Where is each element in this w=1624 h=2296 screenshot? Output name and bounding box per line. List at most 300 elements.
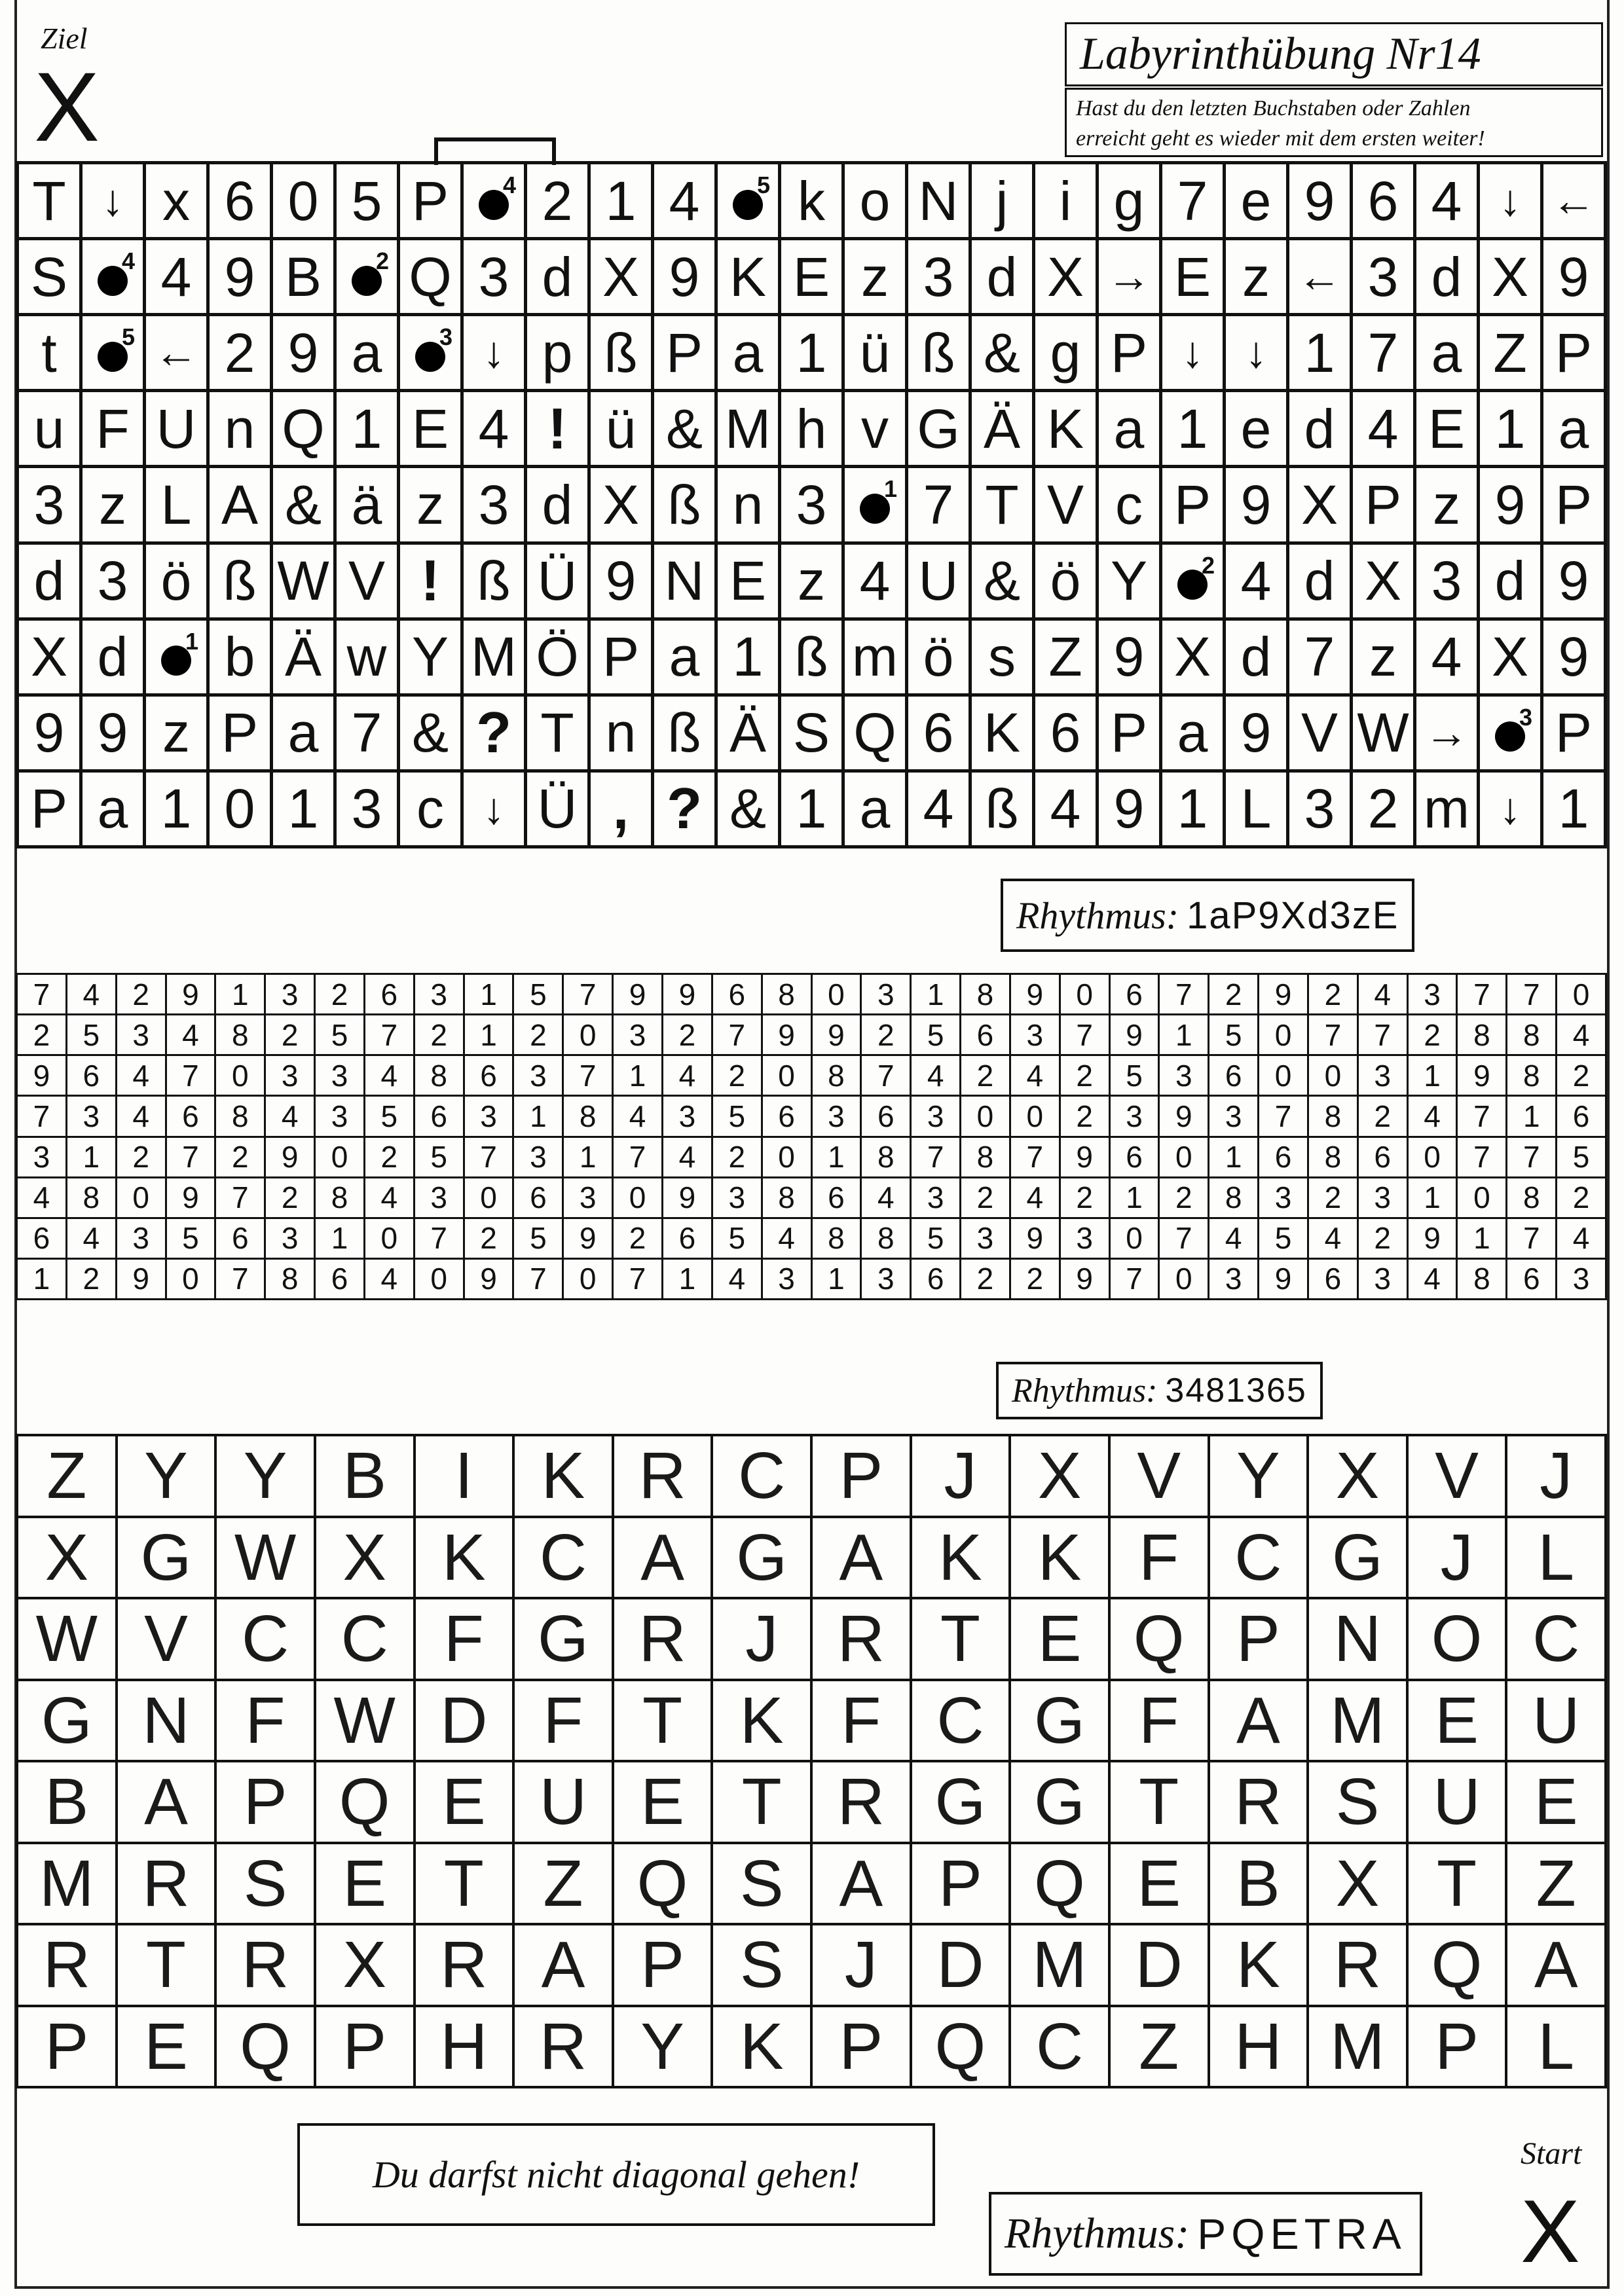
grid-cell: 9 [614, 975, 663, 1015]
grid-cell: E [1162, 240, 1226, 316]
grid-cell: 0 [1160, 1138, 1209, 1178]
grid-cell: 6 [1507, 1260, 1557, 1300]
grid-cell: S [713, 1925, 813, 2007]
grid-cell: W [217, 1518, 316, 1600]
labyrinth-grid-symbols [16, 161, 1607, 848]
rhythm-label: Rhythmus: [1016, 894, 1179, 937]
grid-cell: 6 [908, 697, 972, 773]
grid-cell: Q [845, 697, 908, 773]
grid-cell: 0 [961, 1097, 1011, 1137]
grid-cell: P [18, 2007, 118, 2089]
grid-cell: 1 [813, 1138, 862, 1178]
grid-cell: a [273, 697, 337, 773]
grid-cell: 7 [1160, 1219, 1209, 1260]
grid-cell: Z [18, 1436, 118, 1518]
grid-cell: 3 [266, 1056, 316, 1097]
grid-cell: A [813, 1844, 912, 1926]
grid-cell: Q [1409, 1925, 1508, 2007]
grid-cell: 2 [961, 1260, 1011, 1300]
grid-cell: 1 [1480, 392, 1543, 468]
rhythm-box-symbols [1001, 879, 1414, 952]
grid-cell: ! [527, 392, 591, 468]
grid-cell: 5 [514, 975, 564, 1015]
grid-cell: 4 [1416, 164, 1480, 240]
grid-cell: 2 [1011, 1260, 1061, 1300]
grid-cell: 1 [465, 1015, 515, 1056]
grid-cell: 2 [1359, 1219, 1409, 1260]
grid-cell: 6 [1557, 1097, 1607, 1137]
grid-cell: 6 [912, 1260, 961, 1300]
grid-cell: Ü [527, 773, 591, 848]
grid-cell: ß [591, 316, 654, 392]
grid-cell: 8 [67, 1178, 117, 1219]
grid-cell: 1 [1111, 1178, 1160, 1219]
grid-cell: 5 [514, 1219, 564, 1260]
grid-cell: z [400, 468, 464, 544]
grid-cell: 9 [1543, 621, 1607, 697]
grid-cell: 0 [1409, 1138, 1458, 1178]
grid-cell: 4 [266, 1097, 316, 1137]
grid-cell: T [118, 1925, 217, 2007]
grid-cell: 6 [961, 1015, 1011, 1056]
grid-cell: 4 [464, 392, 527, 468]
start-x-mark: X [1521, 2181, 1580, 2281]
grid-cell: 0 [614, 1178, 663, 1219]
grid-cell: 1 [273, 773, 337, 848]
grid-cell: 0 [117, 1178, 167, 1219]
grid-cell: w [337, 621, 400, 697]
grid-cell: 0 [763, 1056, 813, 1097]
grid-cell: m [845, 621, 908, 697]
grid-cell: 3 [1259, 1178, 1309, 1219]
grid-cell: 6 [1035, 697, 1099, 773]
grid-cell: A [1210, 1681, 1310, 1763]
grid-cell: 2 [266, 1015, 316, 1056]
grid-cell: 7 [912, 1138, 961, 1178]
grid-cell: 0 [1557, 975, 1607, 1015]
grid-cell: 4 [663, 1056, 713, 1097]
grid-cell: G [1309, 1518, 1409, 1600]
grid-cell: o [845, 164, 908, 240]
grid-cell: 0 [1458, 1178, 1507, 1219]
grid-cell: 3 [961, 1219, 1011, 1260]
grid-cell: 6 [316, 1260, 365, 1300]
grid-cell: 4 [713, 1260, 763, 1300]
grid-cell: B [273, 240, 337, 316]
grid-cell-dot [146, 621, 210, 697]
grid-cell: g [1099, 164, 1162, 240]
dot-marker-number: 4 [121, 247, 135, 275]
grid-cell: 9 [210, 240, 273, 316]
grid-cell: D [1111, 1925, 1210, 2007]
grid-cell: 7 [614, 1138, 663, 1178]
grid-cell: U [1409, 1762, 1508, 1844]
grid-cell: 3 [1557, 1260, 1607, 1300]
grid-cell: M [1011, 1925, 1111, 2007]
grid-cell: ö [908, 621, 972, 697]
arrow-down-icon: ↓ [464, 773, 527, 848]
grid-cell: R [118, 1844, 217, 1926]
grid-cell: P [1543, 468, 1607, 544]
labyrinth-grid-letters [16, 1434, 1607, 2088]
grid-cell: Ü [527, 545, 591, 621]
grid-cell: 9 [1226, 697, 1289, 773]
grid-cell: 9 [1226, 468, 1289, 544]
grid-cell: X [1289, 468, 1353, 544]
grid-cell: 9 [1061, 1138, 1111, 1178]
grid-cell: W [316, 1681, 416, 1763]
grid-cell: Q [1111, 1599, 1210, 1681]
grid-cell: 8 [415, 1056, 465, 1097]
grid-cell: 7 [337, 697, 400, 773]
grid-cell: 4 [67, 975, 117, 1015]
grid-cell: 0 [316, 1138, 365, 1178]
grid-cell: E [1507, 1762, 1607, 1844]
grid-cell: a [1099, 392, 1162, 468]
grid-cell: d [972, 240, 1035, 316]
grid-cell: 7 [514, 1260, 564, 1300]
grid-cell: 4 [1557, 1015, 1607, 1056]
grid-cell: 2 [1309, 975, 1359, 1015]
grid-cell: 0 [167, 1260, 217, 1300]
grid-cell: c [1099, 468, 1162, 544]
grid-cell: 9 [1111, 1015, 1160, 1056]
grid-cell: Z [515, 1844, 614, 1926]
grid-cell: 7 [1061, 1015, 1111, 1056]
grid-cell: 7 [167, 1056, 217, 1097]
grid-cell: 6 [1353, 164, 1416, 240]
grid-cell: X [18, 1518, 118, 1600]
grid-cell: 7 [1011, 1138, 1061, 1178]
grid-cell: 3 [1160, 1056, 1209, 1097]
grid-cell: F [416, 1599, 515, 1681]
grid-cell: 3 [908, 240, 972, 316]
grid-cell: 1 [564, 1138, 614, 1178]
grid-cell: 8 [763, 1178, 813, 1219]
grid-cell: Ä [972, 392, 1035, 468]
grid-cell: 9 [591, 545, 654, 621]
grid-cell: P [1543, 697, 1607, 773]
grid-cell: 1 [1162, 773, 1226, 848]
grid-cell: ü [591, 392, 654, 468]
grid-cell: 0 [1160, 1260, 1209, 1300]
grid-cell: 8 [862, 1219, 912, 1260]
grid-cell: g [1035, 316, 1099, 392]
grid-cell: 5 [1259, 1219, 1309, 1260]
grid-cell: X [1480, 240, 1543, 316]
grid-cell: d [1289, 545, 1353, 621]
grid-cell: 6 [67, 1056, 117, 1097]
grid-cell: 7 [465, 1138, 515, 1178]
grid-cell: 0 [216, 1056, 266, 1097]
grid-cell: 2 [216, 1138, 266, 1178]
grid-cell: 3 [117, 1219, 167, 1260]
grid-cell: 4 [908, 773, 972, 848]
grid-cell: X [1480, 621, 1543, 697]
grid-cell: 1 [146, 773, 210, 848]
grid-cell: a [337, 316, 400, 392]
grid-cell: 3 [564, 1178, 614, 1219]
grid-cell: z [1226, 240, 1289, 316]
grid-cell: u [19, 392, 83, 468]
grid-cell: L [1226, 773, 1289, 848]
grid-cell: G [713, 1518, 813, 1600]
grid-cell: E [1011, 1599, 1111, 1681]
grid-cell: ß [654, 697, 718, 773]
grid-cell: 9 [763, 1015, 813, 1056]
grid-cell: 7 [216, 1260, 266, 1300]
grid-cell: 6 [465, 1056, 515, 1097]
grid-cell: P [1099, 316, 1162, 392]
grid-cell: z [146, 697, 210, 773]
grid-cell: 1 [465, 975, 515, 1015]
grid-cell: 9 [1289, 164, 1353, 240]
grid-cell: 3 [614, 1015, 663, 1056]
grid-cell: 7 [713, 1015, 763, 1056]
grid-cell: 3 [862, 975, 912, 1015]
grid-cell: 3 [862, 1260, 912, 1300]
grid-cell: Q [217, 2007, 316, 2089]
rhythm-label: Rhythmus: [1005, 2210, 1190, 2257]
grid-cell: F [217, 1681, 316, 1763]
grid-cell: 9 [1061, 1260, 1111, 1300]
grid-cell: X [591, 468, 654, 544]
grid-cell: 0 [1111, 1219, 1160, 1260]
grid-cell: K [713, 2007, 813, 2089]
grid-cell: Y [217, 1436, 316, 1518]
grid-cell: 3 [713, 1178, 763, 1219]
grid-cell: k [781, 164, 845, 240]
grid-cell: 3 [465, 1097, 515, 1137]
grid-cell: z [1353, 621, 1416, 697]
grid-cell: 4 [167, 1015, 217, 1056]
dot-marker-number: 2 [375, 247, 389, 275]
grid-cell: ü [845, 316, 908, 392]
grid-cell: 4 [1209, 1219, 1259, 1260]
grid-cell: 7 [564, 1056, 614, 1097]
goal-label: Ziel [41, 22, 88, 55]
grid-cell: 6 [415, 1097, 465, 1137]
grid-cell: 9 [1011, 975, 1061, 1015]
grid-cell: 1 [18, 1260, 67, 1300]
arrow-down-icon: ↓ [1226, 316, 1289, 392]
grid-cell: e [1226, 392, 1289, 468]
grid-cell: 7 [1160, 975, 1209, 1015]
grid-cell: 2 [117, 1138, 167, 1178]
grid-cell: & [972, 545, 1035, 621]
grid-cell: & [972, 316, 1035, 392]
grid-cell: a [718, 316, 781, 392]
grid-cell: 9 [1011, 1219, 1061, 1260]
grid-cell: Q [912, 2007, 1012, 2089]
grid-cell: n [718, 468, 781, 544]
grid-cell: W [273, 545, 337, 621]
grid-cell: 1 [1409, 1056, 1458, 1097]
grid-cell: 1 [781, 316, 845, 392]
grid-cell: 1 [1289, 316, 1353, 392]
grid-cell: 0 [273, 164, 337, 240]
grid-cell-dot [337, 240, 400, 316]
grid-cell: R [515, 2007, 614, 2089]
grid-cell: M [18, 1844, 118, 1926]
grid-cell: T [972, 468, 1035, 544]
grid-cell: d [83, 621, 146, 697]
grid-cell: ä [337, 468, 400, 544]
grid-cell: 9 [1259, 1260, 1309, 1300]
grid-cell: 2 [527, 164, 591, 240]
grid-cell: T [1111, 1762, 1210, 1844]
grid-cell: ß [908, 316, 972, 392]
rhythm-value: 3481365 [1165, 1372, 1307, 1410]
grid-cell: A [614, 1518, 714, 1600]
grid-cell: 0 [1061, 975, 1111, 1015]
grid-cell: 8 [316, 1178, 365, 1219]
grid-cell: 4 [1035, 773, 1099, 848]
grid-cell: 8 [1507, 1015, 1557, 1056]
grid-cell: 6 [167, 1097, 217, 1137]
grid-cell: 1 [718, 621, 781, 697]
grid-cell: 9 [273, 316, 337, 392]
grid-cell: 4 [654, 164, 718, 240]
grid-cell: C [515, 1518, 614, 1600]
grid-cell: 0 [1011, 1097, 1061, 1137]
grid-cell: 9 [83, 697, 146, 773]
grid-cell: R [1309, 1925, 1409, 2007]
grid-cell: K [718, 240, 781, 316]
grid-cell: 7 [1458, 1097, 1507, 1137]
grid-cell: 6 [1259, 1138, 1309, 1178]
grid-cell: ? [654, 773, 718, 848]
grid-cell-dot [1480, 697, 1543, 773]
grid-cell: 3 [415, 975, 465, 1015]
grid-cell: 4 [912, 1056, 961, 1097]
grid-cell-dot [718, 164, 781, 240]
grid-cell: h [781, 392, 845, 468]
grid-cell: R [813, 1762, 912, 1844]
grid-cell: 1 [912, 975, 961, 1015]
grid-cell: 9 [18, 1056, 67, 1097]
grid-cell: a [83, 773, 146, 848]
grid-cell: 3 [337, 773, 400, 848]
grid-cell: N [654, 545, 718, 621]
grid-cell: 9 [564, 1219, 614, 1260]
grid-cell: 2 [961, 1178, 1011, 1219]
grid-cell: 3 [266, 975, 316, 1015]
grid-cell: 0 [1259, 1015, 1309, 1056]
grid-cell: P [813, 2007, 912, 2089]
grid-cell: 1 [1160, 1015, 1209, 1056]
grid-cell: 2 [1309, 1178, 1359, 1219]
grid-cell: R [217, 1925, 316, 2007]
grid-cell: 3 [514, 1138, 564, 1178]
goal-x-mark: X [34, 52, 100, 162]
grid-cell: 2 [365, 1138, 415, 1178]
grid-cell: 7 [167, 1138, 217, 1178]
grid-cell: ? [464, 697, 527, 773]
grid-cell: 4 [862, 1178, 912, 1219]
grid-cell: 3 [266, 1219, 316, 1260]
arrow-right-icon: → [1099, 240, 1162, 316]
grid-cell: E [1111, 1844, 1210, 1926]
grid-cell: 2 [1359, 1097, 1409, 1137]
grid-cell: 3 [912, 1097, 961, 1137]
grid-cell: & [400, 697, 464, 773]
grid-cell: a [845, 773, 908, 848]
grid-cell: 7 [1111, 1260, 1160, 1300]
grid-cell: K [972, 697, 1035, 773]
grid-cell: V [118, 1599, 217, 1681]
grid-cell: L [1507, 2007, 1607, 2089]
grid-cell: N [118, 1681, 217, 1763]
grid-cell: ß [972, 773, 1035, 848]
grid-cell: 1 [1162, 392, 1226, 468]
grid-cell: 7 [18, 975, 67, 1015]
grid-cell: 5 [1111, 1056, 1160, 1097]
grid-cell: 7 [365, 1015, 415, 1056]
grid-cell: C [217, 1599, 316, 1681]
grid-cell: A [515, 1925, 614, 2007]
grid-cell: E [718, 545, 781, 621]
grid-cell: J [912, 1436, 1012, 1518]
grid-cell: 2 [415, 1015, 465, 1056]
grid-cell: P [813, 1436, 912, 1518]
grid-cell: Q [614, 1844, 714, 1926]
grid-cell: 1 [67, 1138, 117, 1178]
grid-cell: 2 [67, 1260, 117, 1300]
grid-cell: W [1353, 697, 1416, 773]
worksheet-title [1065, 22, 1603, 86]
grid-cell: D [912, 1925, 1012, 2007]
grid-cell: E [118, 2007, 217, 2089]
grid-cell: 9 [167, 1178, 217, 1219]
grid-cell: X [316, 1518, 416, 1600]
worksheet-instructions [1065, 88, 1603, 157]
grid-cell: 3 [1359, 1260, 1409, 1300]
grid-cell: F [83, 392, 146, 468]
grid-cell: 9 [654, 240, 718, 316]
grid-cell: 0 [763, 1138, 813, 1178]
grid-cell: 4 [1226, 545, 1289, 621]
grid-cell: B [1210, 1844, 1310, 1926]
grid-cell: 2 [465, 1219, 515, 1260]
grid-cell: d [1416, 240, 1480, 316]
grid-cell: S [781, 697, 845, 773]
grid-cell: F [1111, 1518, 1210, 1600]
grid-cell: I [416, 1436, 515, 1518]
grid-cell: 4 [1011, 1178, 1061, 1219]
grid-cell: 3 [912, 1178, 961, 1219]
grid-cell: W [18, 1599, 118, 1681]
grid-cell: 6 [514, 1178, 564, 1219]
dot-marker-number: 3 [439, 323, 452, 351]
grid-cell: S [217, 1844, 316, 1926]
grid-cell: G [912, 1762, 1012, 1844]
grid-cell: ß [781, 621, 845, 697]
grid-cell: 3 [1409, 975, 1458, 1015]
grid-cell: C [316, 1599, 416, 1681]
grid-cell: K [1011, 1518, 1111, 1600]
grid-cell: 7 [1507, 1219, 1557, 1260]
grid-cell: 3 [464, 240, 527, 316]
labyrinth-grid-digits [16, 973, 1607, 1300]
grid-cell: 1 [813, 1260, 862, 1300]
grid-cell-dot [83, 240, 146, 316]
grid-cell: 3 [19, 468, 83, 544]
grid-cell: P [654, 316, 718, 392]
grid-cell: O [1409, 1599, 1508, 1681]
grid-cell: 3 [663, 1097, 713, 1137]
grid-cell: 5 [713, 1097, 763, 1137]
